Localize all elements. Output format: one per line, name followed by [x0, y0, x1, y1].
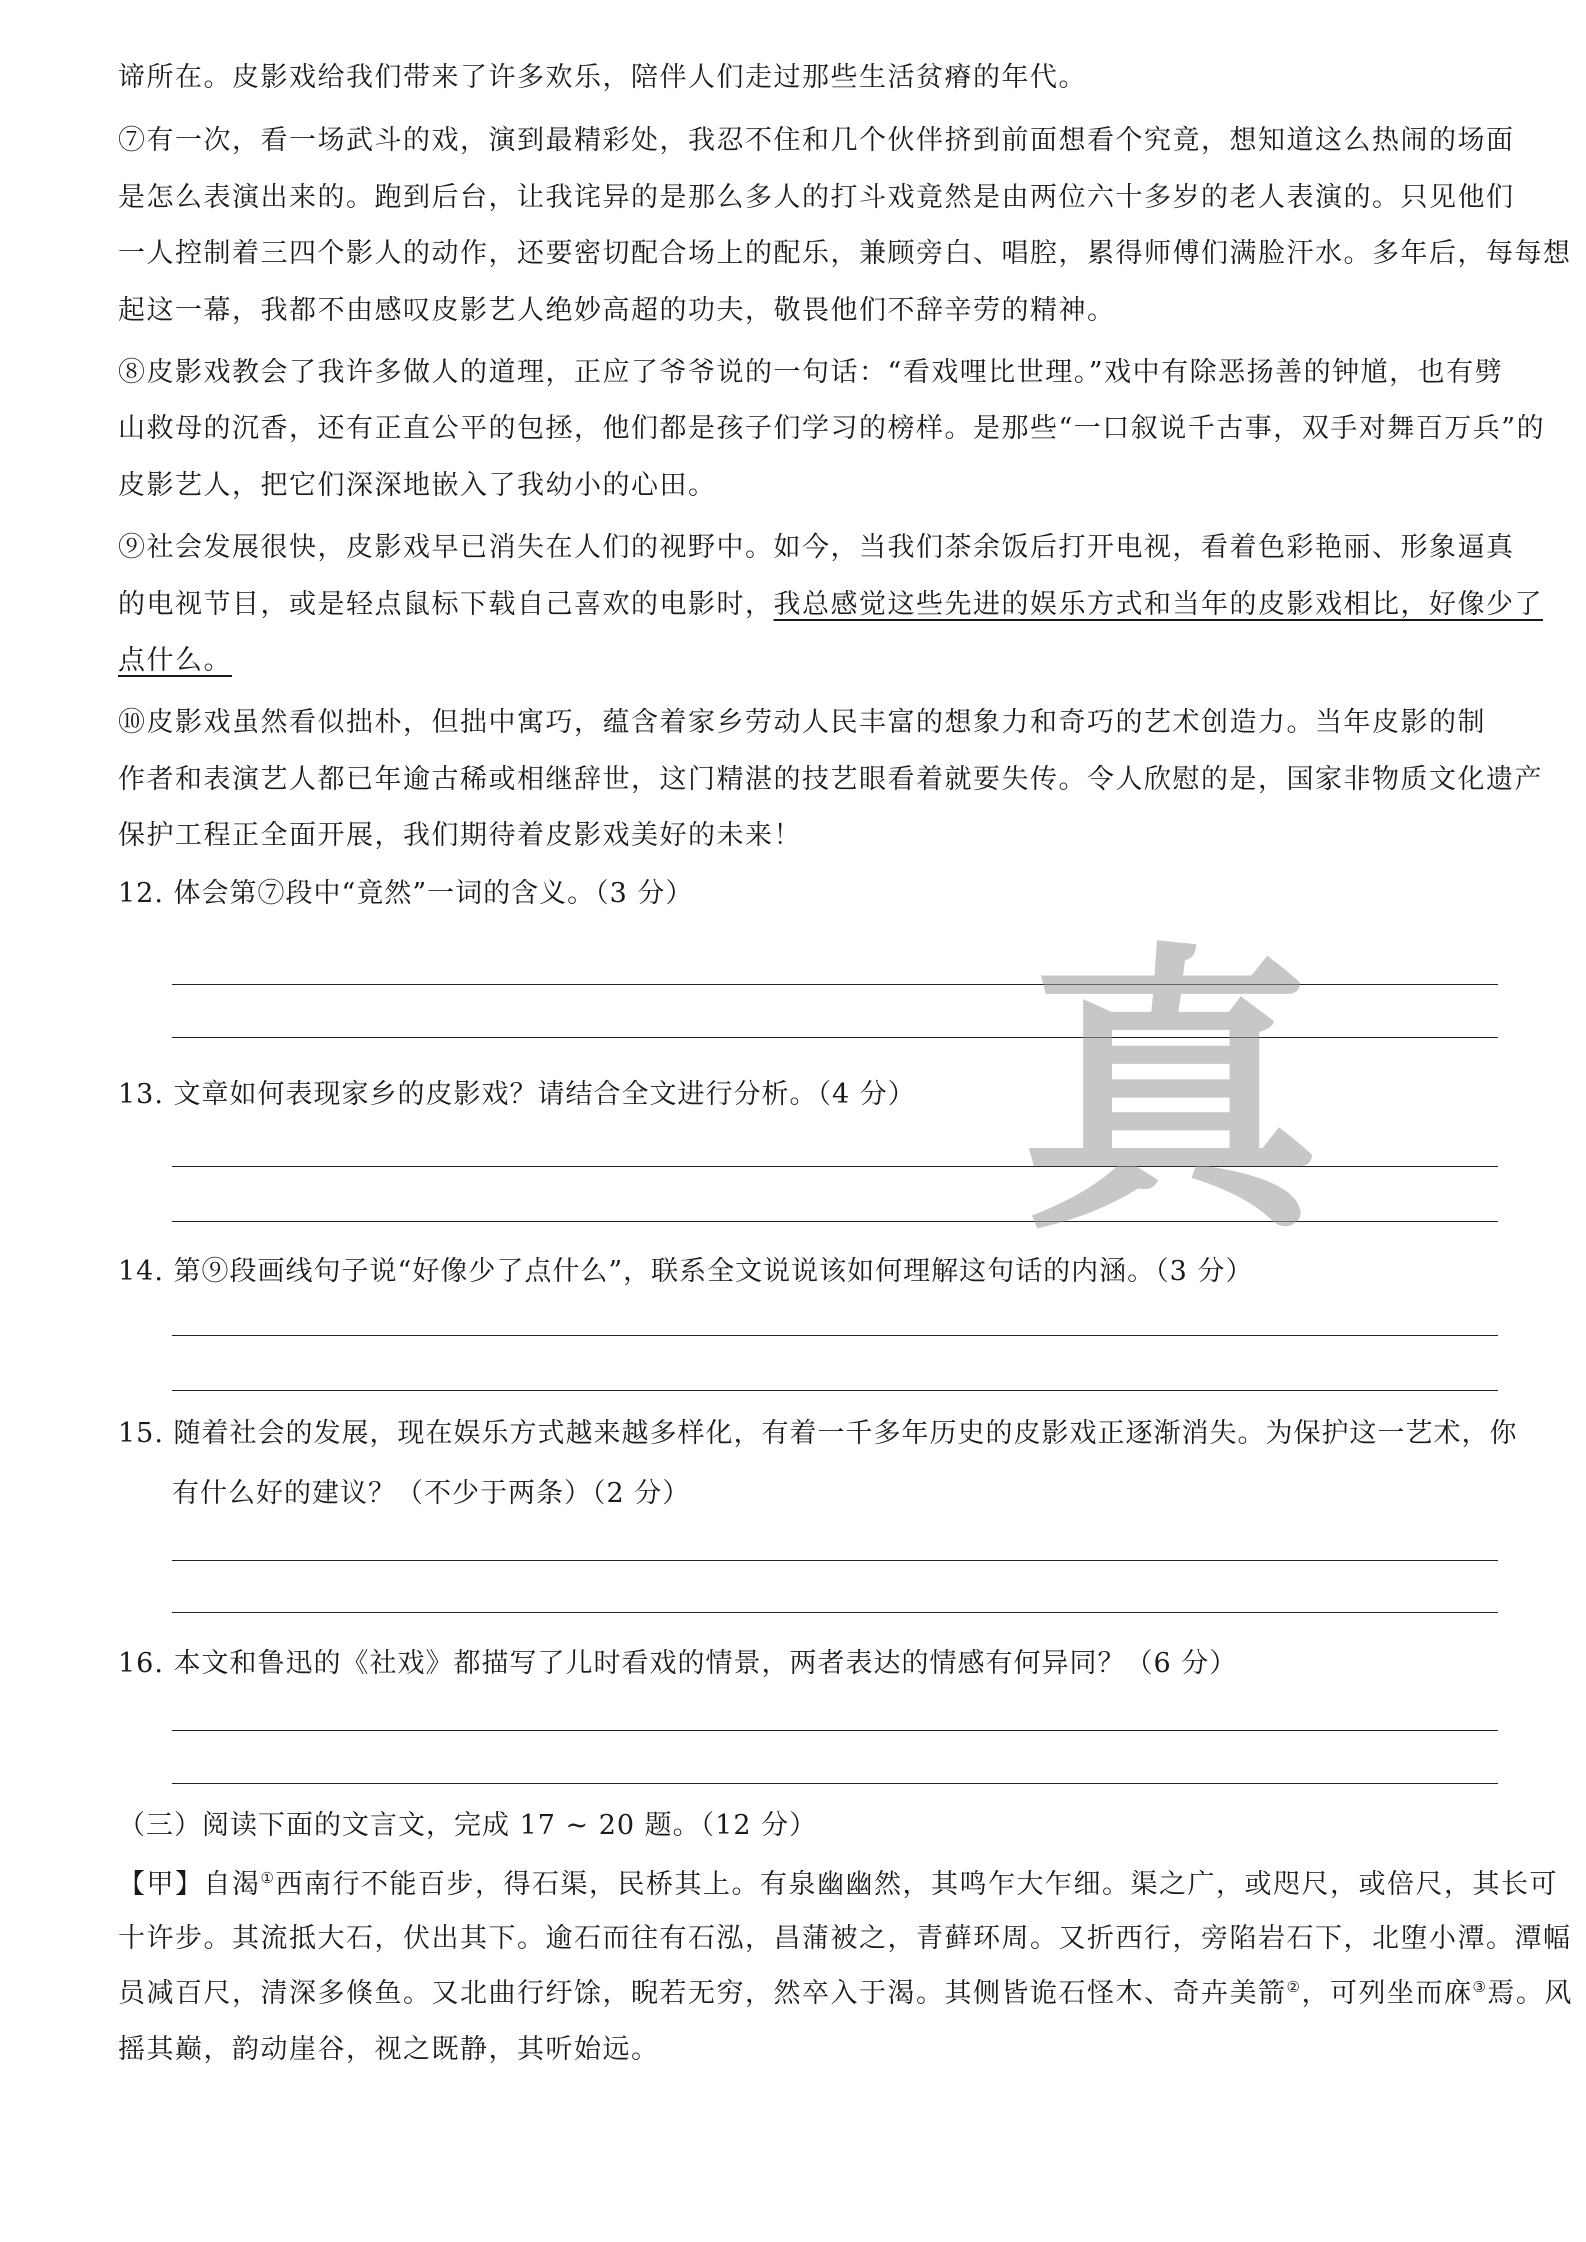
footnote-marker: ③: [1472, 1978, 1488, 1996]
watermark-stamp: [990, 920, 1350, 1269]
paragraph-8-line: ⑧皮影戏教会了我许多做人的道理，正应了爷爷说的一句话：“看戏哩比世理。”戏中有除恶扬善的钟馗，也有劈: [118, 357, 1504, 388]
underlined-sentence: 我总感觉这些先进的娱乐方式和当年的皮影戏相比，好像少了: [773, 589, 1543, 620]
footnote-marker: ①: [260, 1869, 276, 1887]
question-12: 12. 体会第⑦段中“竟然”一词的含义。（3 分）: [118, 878, 694, 909]
paragraph-7-line: 一人控制着三四个影人的动作，还要密切配合场上的配乐，兼顾旁白、唱腔，累得师傅们满脸汗水。多年后，每每想: [118, 238, 1572, 269]
section-3-heading: （三）阅读下面的文言文，完成 17 ~ 20 题。（12 分）: [118, 1810, 818, 1841]
paragraph-7-line: ⑦有一次，看一场武斗的戏，演到最精彩处，我忍不住和几个伙伴挤到前面想看个究竟，想知道这么热闹的场面: [118, 125, 1515, 156]
paragraph-6-tail: 谛所在。皮影戏给我们带来了许多欢乐，陪伴人们走过那些生活贫瘠的年代。: [118, 62, 1087, 93]
paragraph-7-line: 起这一幕，我都不由感叹皮影艺人绝妙高超的功夫，敬畏他们不辞辛劳的精神。: [118, 295, 1116, 326]
answer-line[interactable]: [172, 1335, 1498, 1336]
answer-line[interactable]: [172, 1783, 1498, 1784]
jia-label: 【甲】: [118, 1869, 204, 1900]
underlined-sentence-end: 点什么。: [118, 645, 232, 676]
paragraph-9-line: [118, 587, 1543, 623]
classical-text-line: 【甲】自渴①西南行不能百步，得石渠，民桥其上。有泉幽幽然，其鸣乍大乍细。渠之广，或咫尺，或倍尺，其长可: [118, 1869, 1558, 1900]
paragraph-9-line: [118, 643, 1498, 679]
answer-line[interactable]: [172, 1390, 1498, 1391]
paragraph-10-line: 作者和表演艺人都已年逾古稀或相继辞世，这门精湛的技艺眼看着就要失传。令人欣慰的是，国家非物质文化遗产: [118, 764, 1543, 795]
paragraph-10-line: ⑩皮影戏虽然看似拙朴，但拙中寓巧，蕴含着家乡劳动人民丰富的想象力和奇巧的艺术创造力。当年皮影的制: [118, 707, 1486, 738]
footnote-marker: ②: [1286, 1978, 1302, 1996]
classical-text-line: 员减百尺，清深多倏鱼。又北曲行纡馀，睨若无穷，然卒入于渴。其侧皆诡石怪木、奇卉美箭②，可列坐而庥③焉。风: [118, 1978, 1573, 2009]
paragraph-9-line: ⑨社会发展很快，皮影戏早已消失在人们的视野中。如今，当我们茶余饭后打开电视，看着色彩艳丽、形象逼真: [118, 532, 1515, 563]
paragraph-9-plain-text: 的电视节目，或是轻点鼠标下载自己喜欢的电影时，: [118, 589, 774, 620]
paragraph-10-line: 保护工程正全面开展，我们期待着皮影戏美好的未来！: [118, 820, 802, 851]
question-14: 14. 第⑨段画线句子说“好像少了点什么”，联系全文说说该如何理解这句话的内涵。（3 分）: [118, 1256, 1254, 1287]
classical-text-line: 摇其巅，韵动崖谷，视之既静，其听始远。: [118, 2034, 660, 2065]
paragraph-8-line: 山救母的沉香，还有正直公平的包拯，他们都是孩子们学习的榜样。是那些“一口叙说千古事，双手对舞百万兵”的: [118, 413, 1546, 444]
paragraph-8-line: 皮影艺人，把它们深深地嵌入了我幼小的心田。: [118, 470, 717, 501]
answer-line[interactable]: [172, 1560, 1498, 1561]
watermark-char: 真: [1020, 920, 1320, 1269]
answer-line[interactable]: [172, 1612, 1498, 1613]
classical-text-line: 十许步。其流抵大石，伏出其下。逾石而往有石泓，昌蒲被之，青藓环周。又折西行，旁陷岩石下，北堕小潭。潭幅: [118, 1923, 1572, 1954]
question-13: 13. 文章如何表现家乡的皮影戏？请结合全文进行分析。（4 分）: [118, 1079, 916, 1110]
answer-line[interactable]: [172, 1730, 1498, 1731]
question-15: 15. 随着社会的发展，现在娱乐方式越来越多样化，有着一千多年历史的皮影戏正逐渐消失。为保护这一艺术，你: [118, 1418, 1518, 1449]
question-15-continued: 有什么好的建议？（不少于两条）（2 分）: [172, 1478, 691, 1509]
paragraph-7-line: 是怎么表演出来的。跑到后台，让我诧异的是那么多人的打斗戏竟然是由两位六十多岁的老人表演的。只见他们: [118, 182, 1515, 213]
question-16: 16. 本文和鲁迅的《社戏》都描写了儿时看戏的情景，两者表达的情感有何异同？（6 分）: [118, 1648, 1238, 1679]
